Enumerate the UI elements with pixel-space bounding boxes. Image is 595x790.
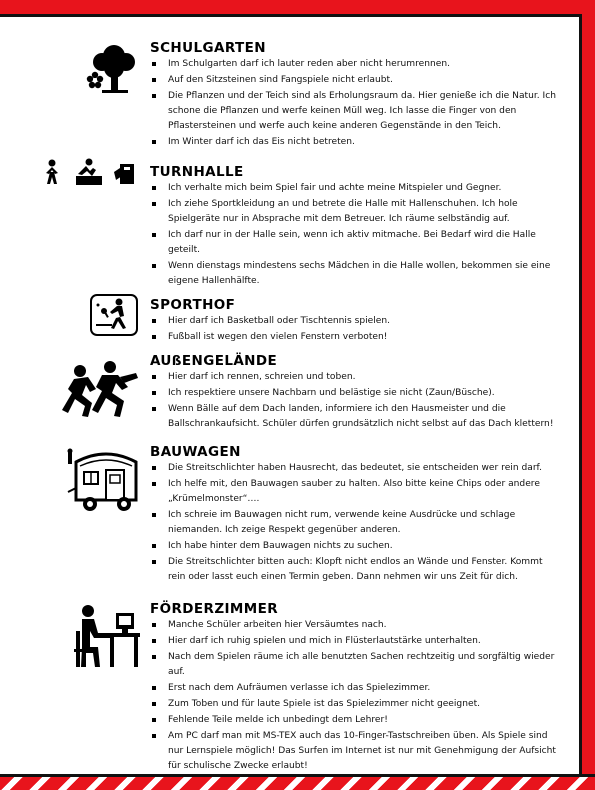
- list-item: Hier darf ich ruhig spielen und mich in Flüsterlautstärke unterhalten.: [150, 634, 562, 649]
- rule-list: [150, 314, 562, 346]
- list-item: Ich helfe mit, den Bauwagen sauber zu halten. Also bitte keine Chips oder andere „Krümelmonster“….: [150, 477, 562, 507]
- frame-line-right: [579, 14, 582, 774]
- section-title: BAUWAGEN: [150, 444, 241, 460]
- list-item: Wenn Bälle auf dem Dach landen, informiere ich den Hausmeister und die Ballschrankaufsicht. Schüler dürfen grundsätzlich nicht selbst auf das Dach klettern!: [150, 402, 562, 432]
- list-item: Hier darf ich rennen, schreien und toben.: [150, 370, 562, 385]
- frame-line-top: [0, 14, 582, 17]
- list-item: Ich respektiere unsere Nachbarn und belästige sie nicht (Zaun/Büsche).: [150, 386, 562, 401]
- rule-list: [150, 57, 562, 151]
- section-title: SPORTHOF: [150, 297, 236, 313]
- red-frame-right: [582, 14, 595, 774]
- rule-list: [150, 181, 562, 290]
- list-item: Die Streitschlichter haben Hausrecht, das bedeutet, sie entscheiden wer rein darf.: [150, 461, 562, 476]
- list-item: Wenn dienstags mindestens sechs Mädchen in die Halle wollen, bekommen sie eine eigene Hallenhälfte.: [150, 259, 562, 289]
- section-title: FÖRDERZIMMER: [150, 601, 279, 617]
- list-item: Am PC darf man mit MS-TEX auch das 10-Finger-Tastschreiben üben. Als Spiele sind nur Lernspiele möglich! Das Surfen im Internet ist nur mit Genehmigung der Aufsicht für schulische Zwecke erlaubt!: [150, 729, 562, 774]
- list-item: Zum Toben und für laute Spiele ist das Spielezimmer nicht geeignet.: [150, 697, 562, 712]
- rule-list: [150, 618, 562, 775]
- list-item: Ich schreie im Bauwagen nicht rum, verwende keine Ausdrücke und schlage niemanden. Ich zeige Respekt gegenüber anderen.: [150, 508, 562, 538]
- list-item: Manche Schüler arbeiten hier Versäumtes nach.: [150, 618, 562, 633]
- list-item: Fußball ist wegen den vielen Fenstern verboten!: [150, 330, 562, 345]
- section-title: SCHULGARTEN: [150, 40, 266, 56]
- list-item: Ich ziehe Sportkleidung an und betrete die Halle mit Hallenschuhen. Ich hole Spielgeräte nur in Absprache mit dem Betreuer. Ich räume selbständig auf.: [150, 197, 562, 227]
- computer-desk-icon: [72, 603, 142, 671]
- list-item: Fehlende Teile melde ich unbedingt dem Lehrer!: [150, 713, 562, 728]
- section-title: TURNHALLE: [150, 164, 244, 180]
- list-item: Die Streitschlichter bitten auch: Klopft nicht endlos an Wände und Fenster. Kommt rein oder lasst euch einen Termin geben. Dann nehmen wir uns Zeit für dich.: [150, 555, 562, 585]
- list-item: Im Winter darf ich das Eis nicht betreten.: [150, 135, 562, 150]
- list-item: Erst nach dem Aufräumen verlasse ich das Spielezimmer.: [150, 681, 562, 696]
- list-item: Nach dem Spielen räume ich alle benutzten Sachen rechtzeitig und sorgfältig wieder auf.: [150, 650, 562, 680]
- list-item: Ich habe hinter dem Bauwagen nichts zu suchen.: [150, 539, 562, 554]
- list-item: Ich darf nur in der Halle sein, wenn ich aktiv mitmache. Bei Bedarf wird die Halle geteilt.: [150, 228, 562, 258]
- list-item: Die Pflanzen und der Teich sind als Erholungsraum da. Hier genieße ich die Natur. Ich schone die Pflanzen und werfe keinen Müll weg. Ich lasse die Finger von den Pflastersteinen und werfe auch keine anderen Gegenstände in den Teich.: [150, 89, 562, 134]
- rule-list: [150, 370, 562, 433]
- gymnastics-icon: [42, 158, 142, 188]
- list-item: Auf den Sitzsteinen sind Fangspiele nicht erlaubt.: [150, 73, 562, 88]
- list-item: Hier darf ich Basketball oder Tischtennis spielen.: [150, 314, 562, 329]
- rule-list: [150, 461, 562, 586]
- construction-trailer-icon: [66, 448, 146, 514]
- tree-with-flower-icon: [84, 42, 140, 94]
- striped-frame-bottom: [0, 777, 595, 790]
- section-title: AUßENGELÄNDE: [150, 353, 278, 369]
- red-frame-top: [0, 0, 595, 14]
- list-item: Im Schulgarten darf ich lauter reden aber nicht herumrennen.: [150, 57, 562, 72]
- running-people-icon: [62, 361, 142, 421]
- table-tennis-icon: [90, 294, 138, 336]
- list-item: Ich verhalte mich beim Spiel fair und achte meine Mitspieler und Gegner.: [150, 181, 562, 196]
